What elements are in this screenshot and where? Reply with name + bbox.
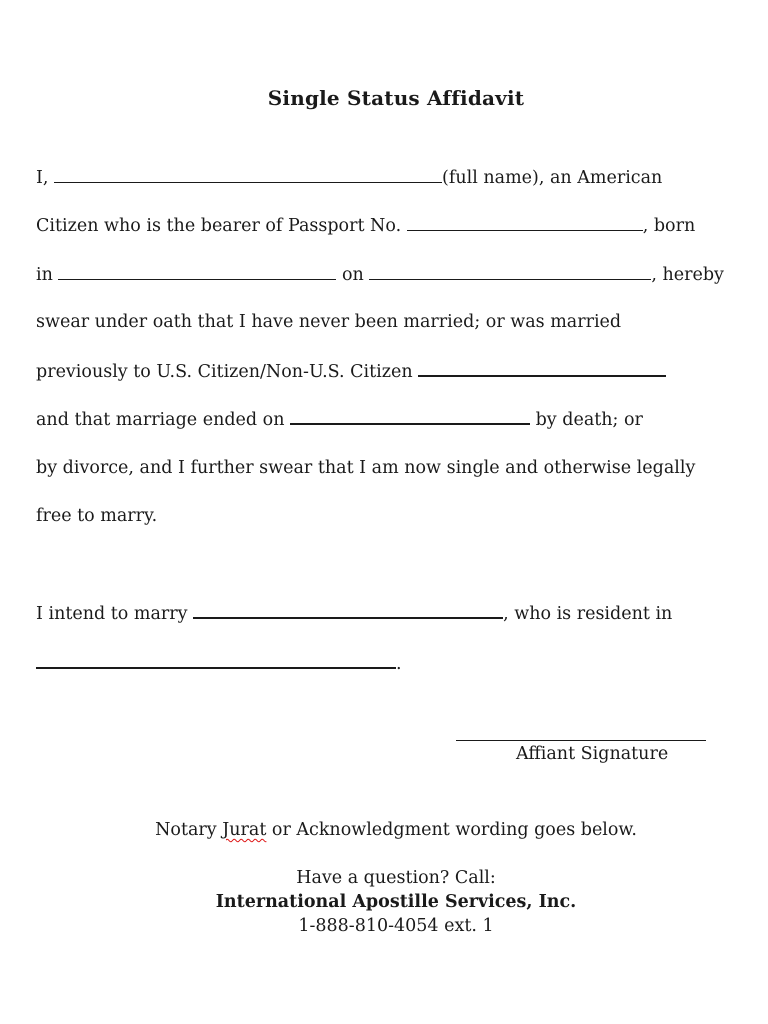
contact-phone[interactable]: 1-888-810-4054 ext. 1	[298, 916, 494, 936]
line2-suffix: , born	[642, 216, 696, 236]
line-passport	[36, 214, 695, 238]
line-free-to-marry: free to marry.	[36, 506, 158, 526]
full-name-field[interactable]	[54, 166, 442, 183]
notary-jurat-word: Jurat	[222, 820, 267, 840]
line6-suffix: by death; or	[530, 410, 643, 430]
line-birth	[36, 263, 724, 287]
line1-suffix: (full name), an American	[442, 168, 663, 188]
line-full-name	[36, 166, 662, 190]
intended-spouse-field[interactable]	[193, 601, 503, 619]
passport-number-field[interactable]	[407, 214, 643, 231]
contact-prompt: Have a question? Call:	[296, 868, 496, 888]
signature-line[interactable]	[456, 740, 706, 741]
line5-text: previously to U.S. Citizen/Non-U.S. Citizen	[36, 362, 419, 382]
line3-suffix: , hereby	[651, 265, 724, 285]
birth-place-field[interactable]	[58, 263, 336, 280]
line-marriage-ended	[36, 407, 643, 432]
line6-prefix: and that marriage ended on	[36, 410, 291, 430]
document-title: Single Status Affidavit	[267, 86, 525, 110]
line-residence	[36, 651, 402, 676]
line-previous-spouse	[36, 359, 666, 384]
signature-label: Affiant Signature	[516, 744, 669, 764]
line2-prefix: Citizen who is the bearer of Passport No.	[36, 216, 407, 236]
previous-spouse-field[interactable]	[418, 359, 666, 377]
notary-after: or Acknowledgment wording goes below.	[266, 820, 637, 840]
line1-prefix: I,	[36, 168, 55, 188]
line-oath: swear under oath that I have never been married; or was married	[36, 312, 622, 332]
notary-note	[0, 818, 768, 842]
contact-company: International Apostille Services, Inc.	[215, 892, 577, 912]
line10-suffix: .	[396, 654, 402, 674]
marriage-end-date-field[interactable]	[290, 407, 530, 425]
line3-prefix: in	[36, 265, 59, 285]
residence-field[interactable]	[36, 651, 396, 669]
line9-prefix: I intend to marry	[36, 604, 194, 624]
line9-suffix: , who is resident in	[503, 604, 673, 624]
line-divorce: by divorce, and I further swear that I am now single and otherwise legally	[36, 458, 696, 478]
line-intend-to-marry	[36, 601, 672, 626]
birth-date-field[interactable]	[369, 263, 651, 280]
notary-before: Notary	[155, 820, 223, 840]
line3-mid: on	[336, 265, 370, 285]
